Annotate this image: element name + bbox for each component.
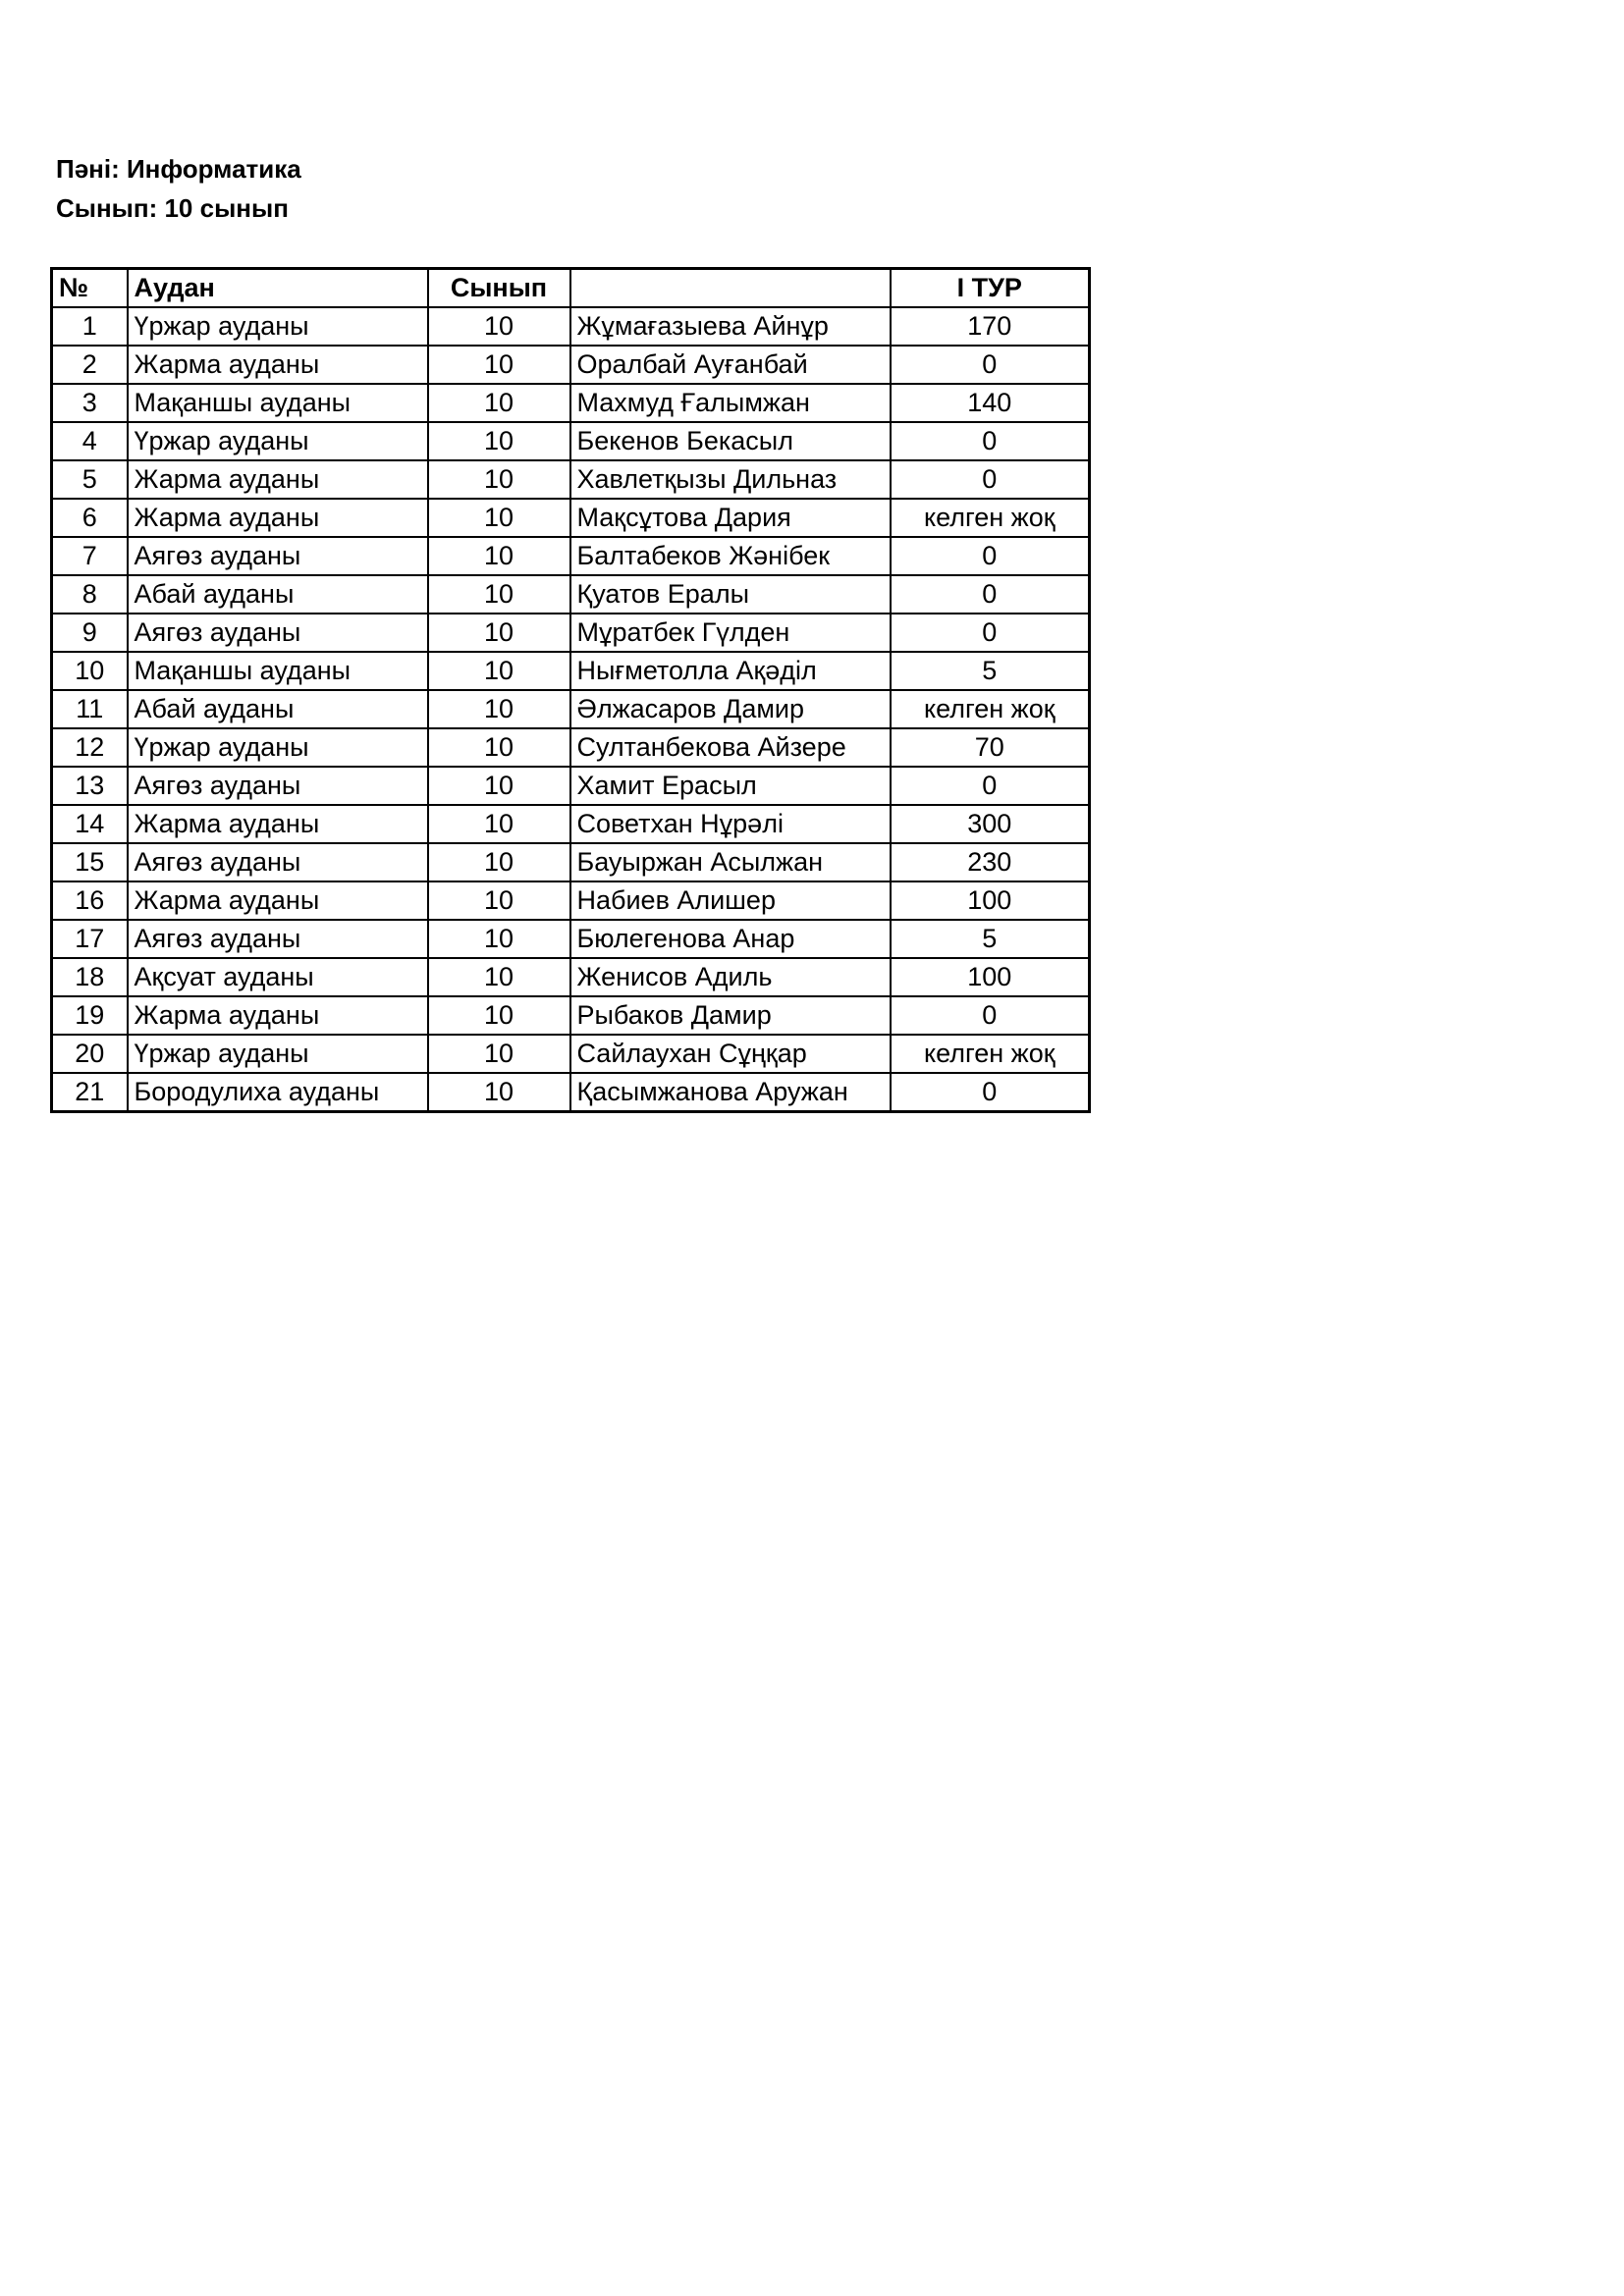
row-number: 13 [52,767,128,805]
table-row [52,499,1090,537]
row-grade: 10 [428,575,570,614]
row-number: 16 [52,881,128,920]
col-district-header: Аудан [128,269,428,308]
row-grade: 10 [428,767,570,805]
row-district: Үржар ауданы [128,422,428,460]
row-district: Абай ауданы [128,575,428,614]
row-name: Қасымжанова Аружан [570,1073,891,1112]
row-score: 0 [891,537,1090,575]
col-grade-header: Сынып [428,269,570,308]
row-grade: 10 [428,422,570,460]
row-number: 8 [52,575,128,614]
row-number: 18 [52,958,128,996]
table-row [52,805,1090,843]
row-score: 0 [891,614,1090,652]
row-district: Аягөз ауданы [128,767,428,805]
row-grade: 10 [428,728,570,767]
row-score: 0 [891,460,1090,499]
table-row [52,767,1090,805]
results-table [50,267,1091,1113]
row-district: Жарма ауданы [128,346,428,384]
table-row [52,575,1090,614]
row-score: 0 [891,422,1090,460]
table-row [52,728,1090,767]
row-number: 10 [52,652,128,690]
row-district: Үржар ауданы [128,1035,428,1073]
row-score: 170 [891,307,1090,346]
row-district: Мақаншы ауданы [128,384,428,422]
row-grade: 10 [428,843,570,881]
row-score: келген жоқ [891,1035,1090,1073]
row-score: 0 [891,767,1090,805]
table-header-row [52,269,1090,308]
row-score: 0 [891,996,1090,1035]
row-score: 0 [891,1073,1090,1112]
table-row [52,690,1090,728]
row-name: Қуатов Ералы [570,575,891,614]
row-number: 1 [52,307,128,346]
row-grade: 10 [428,920,570,958]
row-district: Аягөз ауданы [128,920,428,958]
row-district: Абай ауданы [128,690,428,728]
row-grade: 10 [428,805,570,843]
row-grade: 10 [428,346,570,384]
grade-title: Сынып: 10 сынып [56,193,289,223]
row-number: 2 [52,346,128,384]
row-grade: 10 [428,1035,570,1073]
row-district: Аягөз ауданы [128,614,428,652]
row-name: Хавлетқызы Дильназ [570,460,891,499]
row-score: 230 [891,843,1090,881]
row-score: келген жоқ [891,499,1090,537]
row-number: 21 [52,1073,128,1112]
row-number: 3 [52,384,128,422]
row-name: Әлжасаров Дамир [570,690,891,728]
row-district: Жарма ауданы [128,881,428,920]
row-grade: 10 [428,460,570,499]
table-row [52,614,1090,652]
row-district: Жарма ауданы [128,996,428,1035]
row-score: 0 [891,575,1090,614]
table-row [52,307,1090,346]
table-row [52,422,1090,460]
table-row [52,1035,1090,1073]
row-name: Сайлаухан Сұңқар [570,1035,891,1073]
row-name: Бекенов Бекасыл [570,422,891,460]
row-grade: 10 [428,652,570,690]
row-number: 12 [52,728,128,767]
row-name: Бауыржан Асылжан [570,843,891,881]
row-number: 17 [52,920,128,958]
row-grade: 10 [428,307,570,346]
row-district: Жарма ауданы [128,460,428,499]
row-number: 14 [52,805,128,843]
row-score: 100 [891,881,1090,920]
row-grade: 10 [428,384,570,422]
row-number: 11 [52,690,128,728]
row-score: 300 [891,805,1090,843]
table-row [52,958,1090,996]
row-grade: 10 [428,1073,570,1112]
row-number: 5 [52,460,128,499]
row-name: Балтабеков Жәнібек [570,537,891,575]
table-row [52,1073,1090,1112]
row-score: 70 [891,728,1090,767]
row-number: 9 [52,614,128,652]
row-name: Набиев Алишер [570,881,891,920]
row-grade: 10 [428,690,570,728]
table-row [52,384,1090,422]
table-row [52,843,1090,881]
row-grade: 10 [428,537,570,575]
row-name: Хамит Ерасыл [570,767,891,805]
row-name: Рыбаков Дамир [570,996,891,1035]
row-district: Бородулиха ауданы [128,1073,428,1112]
row-score: 5 [891,920,1090,958]
row-number: 4 [52,422,128,460]
row-name: Махмуд Ғалымжан [570,384,891,422]
col-round1-header: I ТУР [891,269,1090,308]
row-score: 140 [891,384,1090,422]
row-name: Мұратбек Гүлден [570,614,891,652]
row-grade: 10 [428,499,570,537]
row-score: келген жоқ [891,690,1090,728]
table-row [52,652,1090,690]
row-score: 0 [891,346,1090,384]
row-number: 7 [52,537,128,575]
row-district: Жарма ауданы [128,805,428,843]
col-name-header [570,269,891,308]
table-row [52,346,1090,384]
row-name: Оралбай Ауғанбай [570,346,891,384]
table-row [52,537,1090,575]
document-header [56,149,301,228]
row-district: Мақаншы ауданы [128,652,428,690]
table-row [52,881,1090,920]
row-score: 100 [891,958,1090,996]
subject-title: Пәні: Информатика [56,154,301,184]
table-row [52,920,1090,958]
row-district: Үржар ауданы [128,728,428,767]
row-district: Аягөз ауданы [128,843,428,881]
row-district: Ақсуат ауданы [128,958,428,996]
row-grade: 10 [428,881,570,920]
col-number-header: № [52,269,128,308]
table-row [52,460,1090,499]
row-name: Мақсұтова Дария [570,499,891,537]
row-number: 19 [52,996,128,1035]
row-name: Султанбекова Айзере [570,728,891,767]
row-name: Бюлегенова Анар [570,920,891,958]
row-grade: 10 [428,614,570,652]
row-district: Аягөз ауданы [128,537,428,575]
table-row [52,996,1090,1035]
row-district: Үржар ауданы [128,307,428,346]
row-grade: 10 [428,958,570,996]
table-body [52,307,1090,1112]
row-score: 5 [891,652,1090,690]
row-name: Советхан Нұрәлі [570,805,891,843]
row-number: 6 [52,499,128,537]
row-name: Нығметолла Ақәділ [570,652,891,690]
row-district: Жарма ауданы [128,499,428,537]
row-grade: 10 [428,996,570,1035]
row-number: 15 [52,843,128,881]
row-number: 20 [52,1035,128,1073]
row-name: Женисов Адиль [570,958,891,996]
row-name: Жұмағазыева Айнұр [570,307,891,346]
